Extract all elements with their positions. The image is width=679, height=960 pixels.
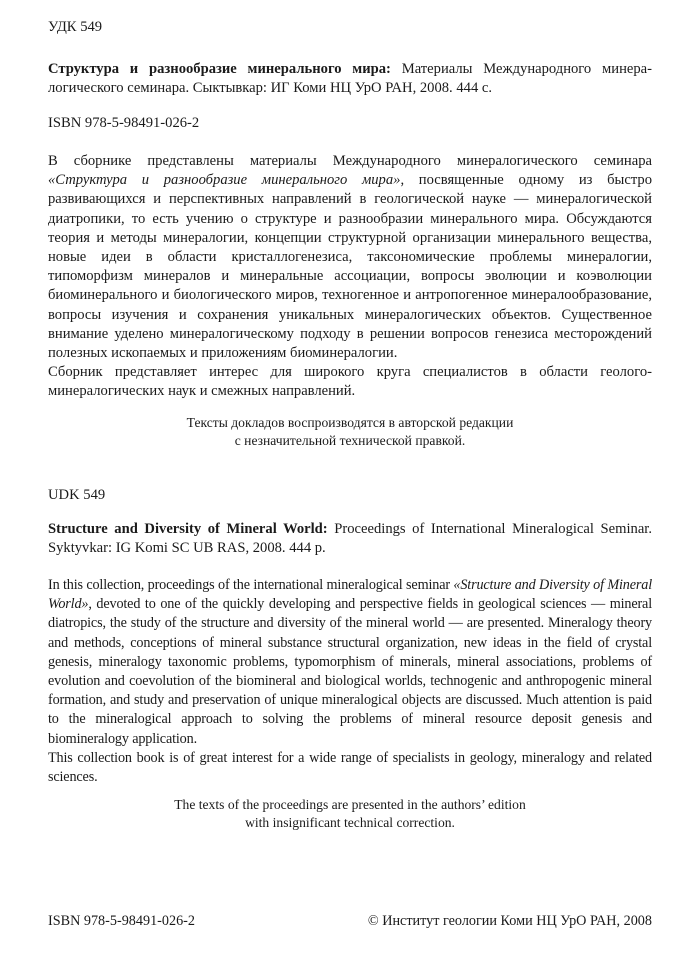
editorial-note-ru (48, 414, 652, 450)
abstract-en (48, 576, 652, 787)
footer-copyright: © Институт геологии Коми НЦ УрО РАН, 2008 (367, 913, 652, 929)
abstract-ru-paragraph-1 (48, 152, 652, 363)
udk-code-ru: УДК 549 (48, 19, 103, 35)
udk-code-en: UDK 549 (48, 487, 106, 503)
seminar-title-ru: «Структура и разнообразие минерального мира» (48, 172, 401, 189)
footer-isbn: ISBN 978-5-98491-026-2 (48, 913, 195, 929)
bibliographic-entry-ru (48, 60, 652, 98)
bibliographic-entry-en (48, 520, 652, 558)
seminar-title-en: «Structure and Diversity of Mineral World» (48, 577, 652, 613)
bibliographic-details-en: Proceedings of International Mineralogical Seminar. Syktyvkar: IG Komi SC UB RAS, 2008. 444 p. (48, 521, 652, 557)
abstract-en-text-rest: , devoted to one of the quickly developing and perspective fields in geological sciences — mineral diatropics, the study of the structure and diversity of the mineral world — are presented. Mineralogy theory and methods, conceptions of mineral substance structural organization, new ideas in the field of crystal genesis, mineralogy taxonomic problems, typomorphism of minerals, mineral associations, problems of evolution and coevolution of the biomineral and biological worlds, technogenic and anthropogenic mineral formation, and study and preservation of unique mineralogical objects are discussed. Much attention is paid to the mineralogical approach to solving the problems of mineral resource deposit genesis and biomineralogy application. (48, 596, 652, 747)
book-title-en: Structure and Diversity of Mineral World: (48, 521, 328, 537)
abstract-ru-text-rest: , посвященные одному из быстро развивающихся и перспективных направлений в геологической науке — минералогической диатропики, то есть учению о структуре и разнообразии минерального мира. Обсуждаются теория и методы минералогии, концепции структурной организации минерального вещества, новые идеи в области кристаллогенезиса, таксономические проблемы минералогии, типоморфизм минералов и минеральные ассоциации, вопросы эволюции и коэволюции биоминерального и биологического миров, техногенное и антропогенное минералообразование, вопросы изучения и сохранения уникальных минералогических объектов. Существенное внимание уделено минералогическому подходу в решении вопросов генезиса месторождений полезных ископаемых и приложениям биоминералогии. (48, 172, 652, 362)
abstract-ru-paragraph-2: Сборник представляет интерес для широкого круга специалистов в области геолого-минералогических наук и смежных направлений. (48, 364, 652, 400)
page-footer (48, 913, 652, 930)
abstract-en-text-start: In this collection, proceedings of the international mineralogical seminar (48, 577, 454, 593)
book-title-ru: Структура и разнообразие минерального мира: (48, 61, 391, 77)
abstract-en-paragraph-2: This collection book is of great interest for a wide range of specialists in geology, mineralogy and related sciences. (48, 749, 652, 786)
abstract-ru-text-start: В сборнике представлены материалы Международного минералогического семинара (48, 153, 652, 169)
editorial-note-en-line-2: with insignificant technical correction. (245, 815, 455, 830)
editorial-note-en-line-1: The texts of the proceedings are presented in the authors’ edition (174, 797, 526, 812)
editorial-note-en (48, 796, 652, 832)
bibliographic-details-ru: Материалы Международного минера-логического семинара. Сыктывкар: ИГ Коми НЦ УрО РАН, 2008. 444 с. (48, 61, 652, 97)
isbn-ru: ISBN 978-5-98491-026-2 (48, 115, 200, 131)
editorial-note-ru-line-1: Тексты докладов воспроизводятся в авторской редакции (186, 415, 514, 430)
editorial-note-ru-line-2: с незначительной технической правкой. (234, 433, 466, 448)
abstract-ru (48, 152, 652, 402)
abstract-en-paragraph-1 (48, 576, 652, 749)
